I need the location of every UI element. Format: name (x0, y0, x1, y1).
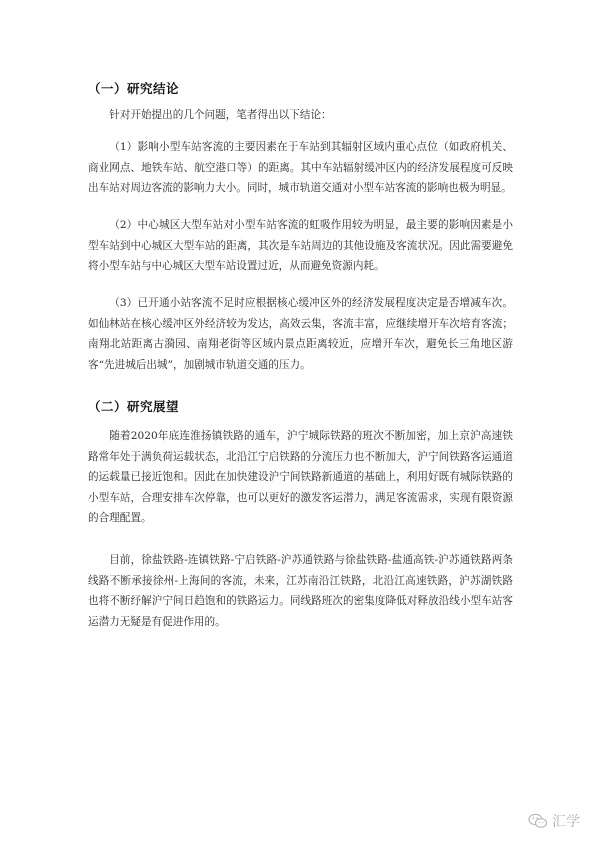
watermark-text: 汇学 (552, 814, 580, 830)
paragraph-intro: 针对开始提出的几个问题，笔者得出以下结论： (109, 109, 332, 121)
paragraph-conclusion-2: （2）中心城区大型车站对小型车站客流的虹吸作用较为明显，最主要的影响因素是小型车站到中心城区大型车站的距离，其次是车站周边的其他设施及客流状况。因此需要避免将小型车站与中心城区大型车站设置过近，从而避免资源内耗。 (88, 219, 513, 273)
paragraph-outlook-2: 目前，徐盐铁路-连镇铁路-宁启铁路-沪苏通铁路与徐盐铁路-盐通高铁-沪苏通铁路两条线路不断承接徐州-上海间的客流，未来，江苏南沿江铁路，北沿江高速铁路，沪苏湖铁路也将不断纾解沪宁间日趋饱和的铁路运力。同线路班次的密集度降低对释放沿线小型车站客运潜力无疑是有促进作用的。 (88, 554, 513, 628)
section-heading-outlook: （二）研究展望 (88, 399, 180, 414)
paragraph-outlook-1: 随着2020年底连淮扬镇铁路的通车，沪宁城际铁路的班次不断加密，加上京沪高速铁路常年处于满负荷运载状态，北沿江宁启铁路的分流压力也不断加大，沪宁间铁路客运通道的运载量已接近饱和。因此在加快建设沪宁间铁路新通道的基础上，利用好既有城际铁路的小型车站，合理安排车次停靠，也可以更好的激发客运潜力，满足客流需求，实现有限资源的合理配置。 (88, 430, 513, 525)
paragraph-conclusion-1: （1）影响小型车站客流的主要因素在于车站到其辐射区域内重心点位（如政府机关、商业网点、地铁车站、航空港口等）的距离。其中车站辐射缓冲区内的经济发展程度可反映出车站对周边客流的影响力大小。同时，城市轨道交通对小型车站客流的影响也极为明显。 (88, 141, 513, 195)
wechat-icon (528, 813, 548, 829)
section-heading-conclusions: （一）研究结论 (88, 81, 180, 96)
paragraph-conclusion-3: （3）已开通小站客流不足时应根据核心缓冲区外的经济发展程度决定是否增减车次。如仙林站在核心缓冲区外经济较为发达，高效云集，客流丰富，应继续增开车次培育客流；南翔北站距离古漪园、南翔老街等区域内景点距离较近，应增开车次，避免长三角地区游客“先进城后出城”，加剧城市轨道交通的压力。 (88, 297, 513, 371)
watermark (528, 811, 580, 831)
